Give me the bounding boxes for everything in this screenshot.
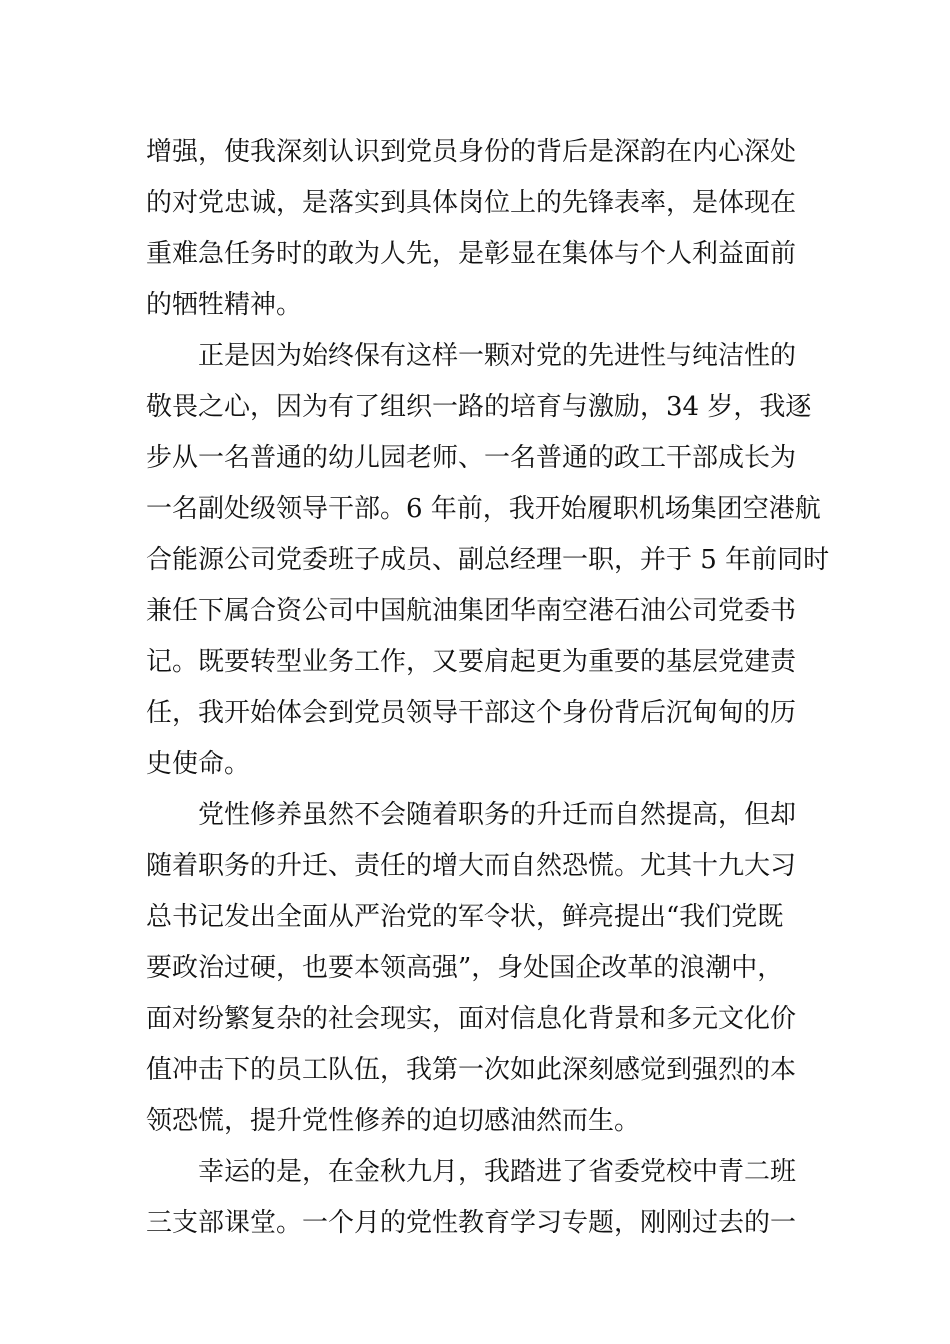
text-line: 要政治过硬，也要本领高强”，身处国企改革的浪潮中， [146,953,784,983]
text-line: 兼任下属合资公司中国航油集团华南空港石油公司党委书 [146,596,797,626]
text-line: 领恐慌，提升党性修养的迫切感油然而生。 [146,1106,641,1136]
document-body [146,127,830,1249]
text-line: 步从一名普通的幼儿园老师、一名普通的政工干部成长为 [146,443,797,473]
paragraph-3 [146,790,806,1147]
text-line: 史使命。 [146,749,251,779]
text-line: 正是因为始终保有这样一颗对党的先进性与纯洁性的 [198,341,797,371]
text-line: 记。既要转型业务工作，又要肩起更为重要的基层党建责 [146,647,797,677]
paragraph-1 [146,127,806,331]
text-line: 随着职务的升迁、责任的增大而自然恐慌。尤其十九大习 [146,851,797,881]
text-line: 的对党忠诚，是落实到具体岗位上的先锋表率，是体现在 [146,188,797,218]
text-line: 一名副处级领导干部。6 年前，我开始履职机场集团空港航 [146,494,821,524]
text-line: 值冲击下的员工队伍，我第一次如此深刻感觉到强烈的本 [146,1055,797,1085]
text-line: 敬畏之心，因为有了组织一路的培育与激励，34 岁，我逐 [146,392,812,422]
paragraph-4 [146,1147,806,1249]
text-line: 的牺牲精神。 [146,290,303,320]
text-line: 合能源公司党委班子成员、副总经理一职，并于 5 年前同时 [146,545,830,575]
text-line: 增强，使我深刻认识到党员身份的背后是深韵在内心深处 [146,137,797,167]
paragraph-2 [146,331,830,790]
text-line: 总书记发出全面从严治党的军令状，鲜亮提出“我们党既 [146,902,784,932]
text-line: 党性修养虽然不会随着职务的升迁而自然提高，但却 [198,800,797,830]
text-line: 面对纷繁复杂的社会现实，面对信息化背景和多元文化价 [146,1004,797,1034]
text-line: 幸运的是，在金秋九月，我踏进了省委党校中青二班 [198,1157,797,1187]
text-line: 三支部课堂。一个月的党性教育学习专题，刚刚过去的一 [146,1208,797,1238]
text-line: 重难急任务时的敢为人先，是彰显在集体与个人利益面前 [146,239,797,269]
text-line: 任，我开始体会到党员领导干部这个身份背后沉甸甸的历 [146,698,797,728]
